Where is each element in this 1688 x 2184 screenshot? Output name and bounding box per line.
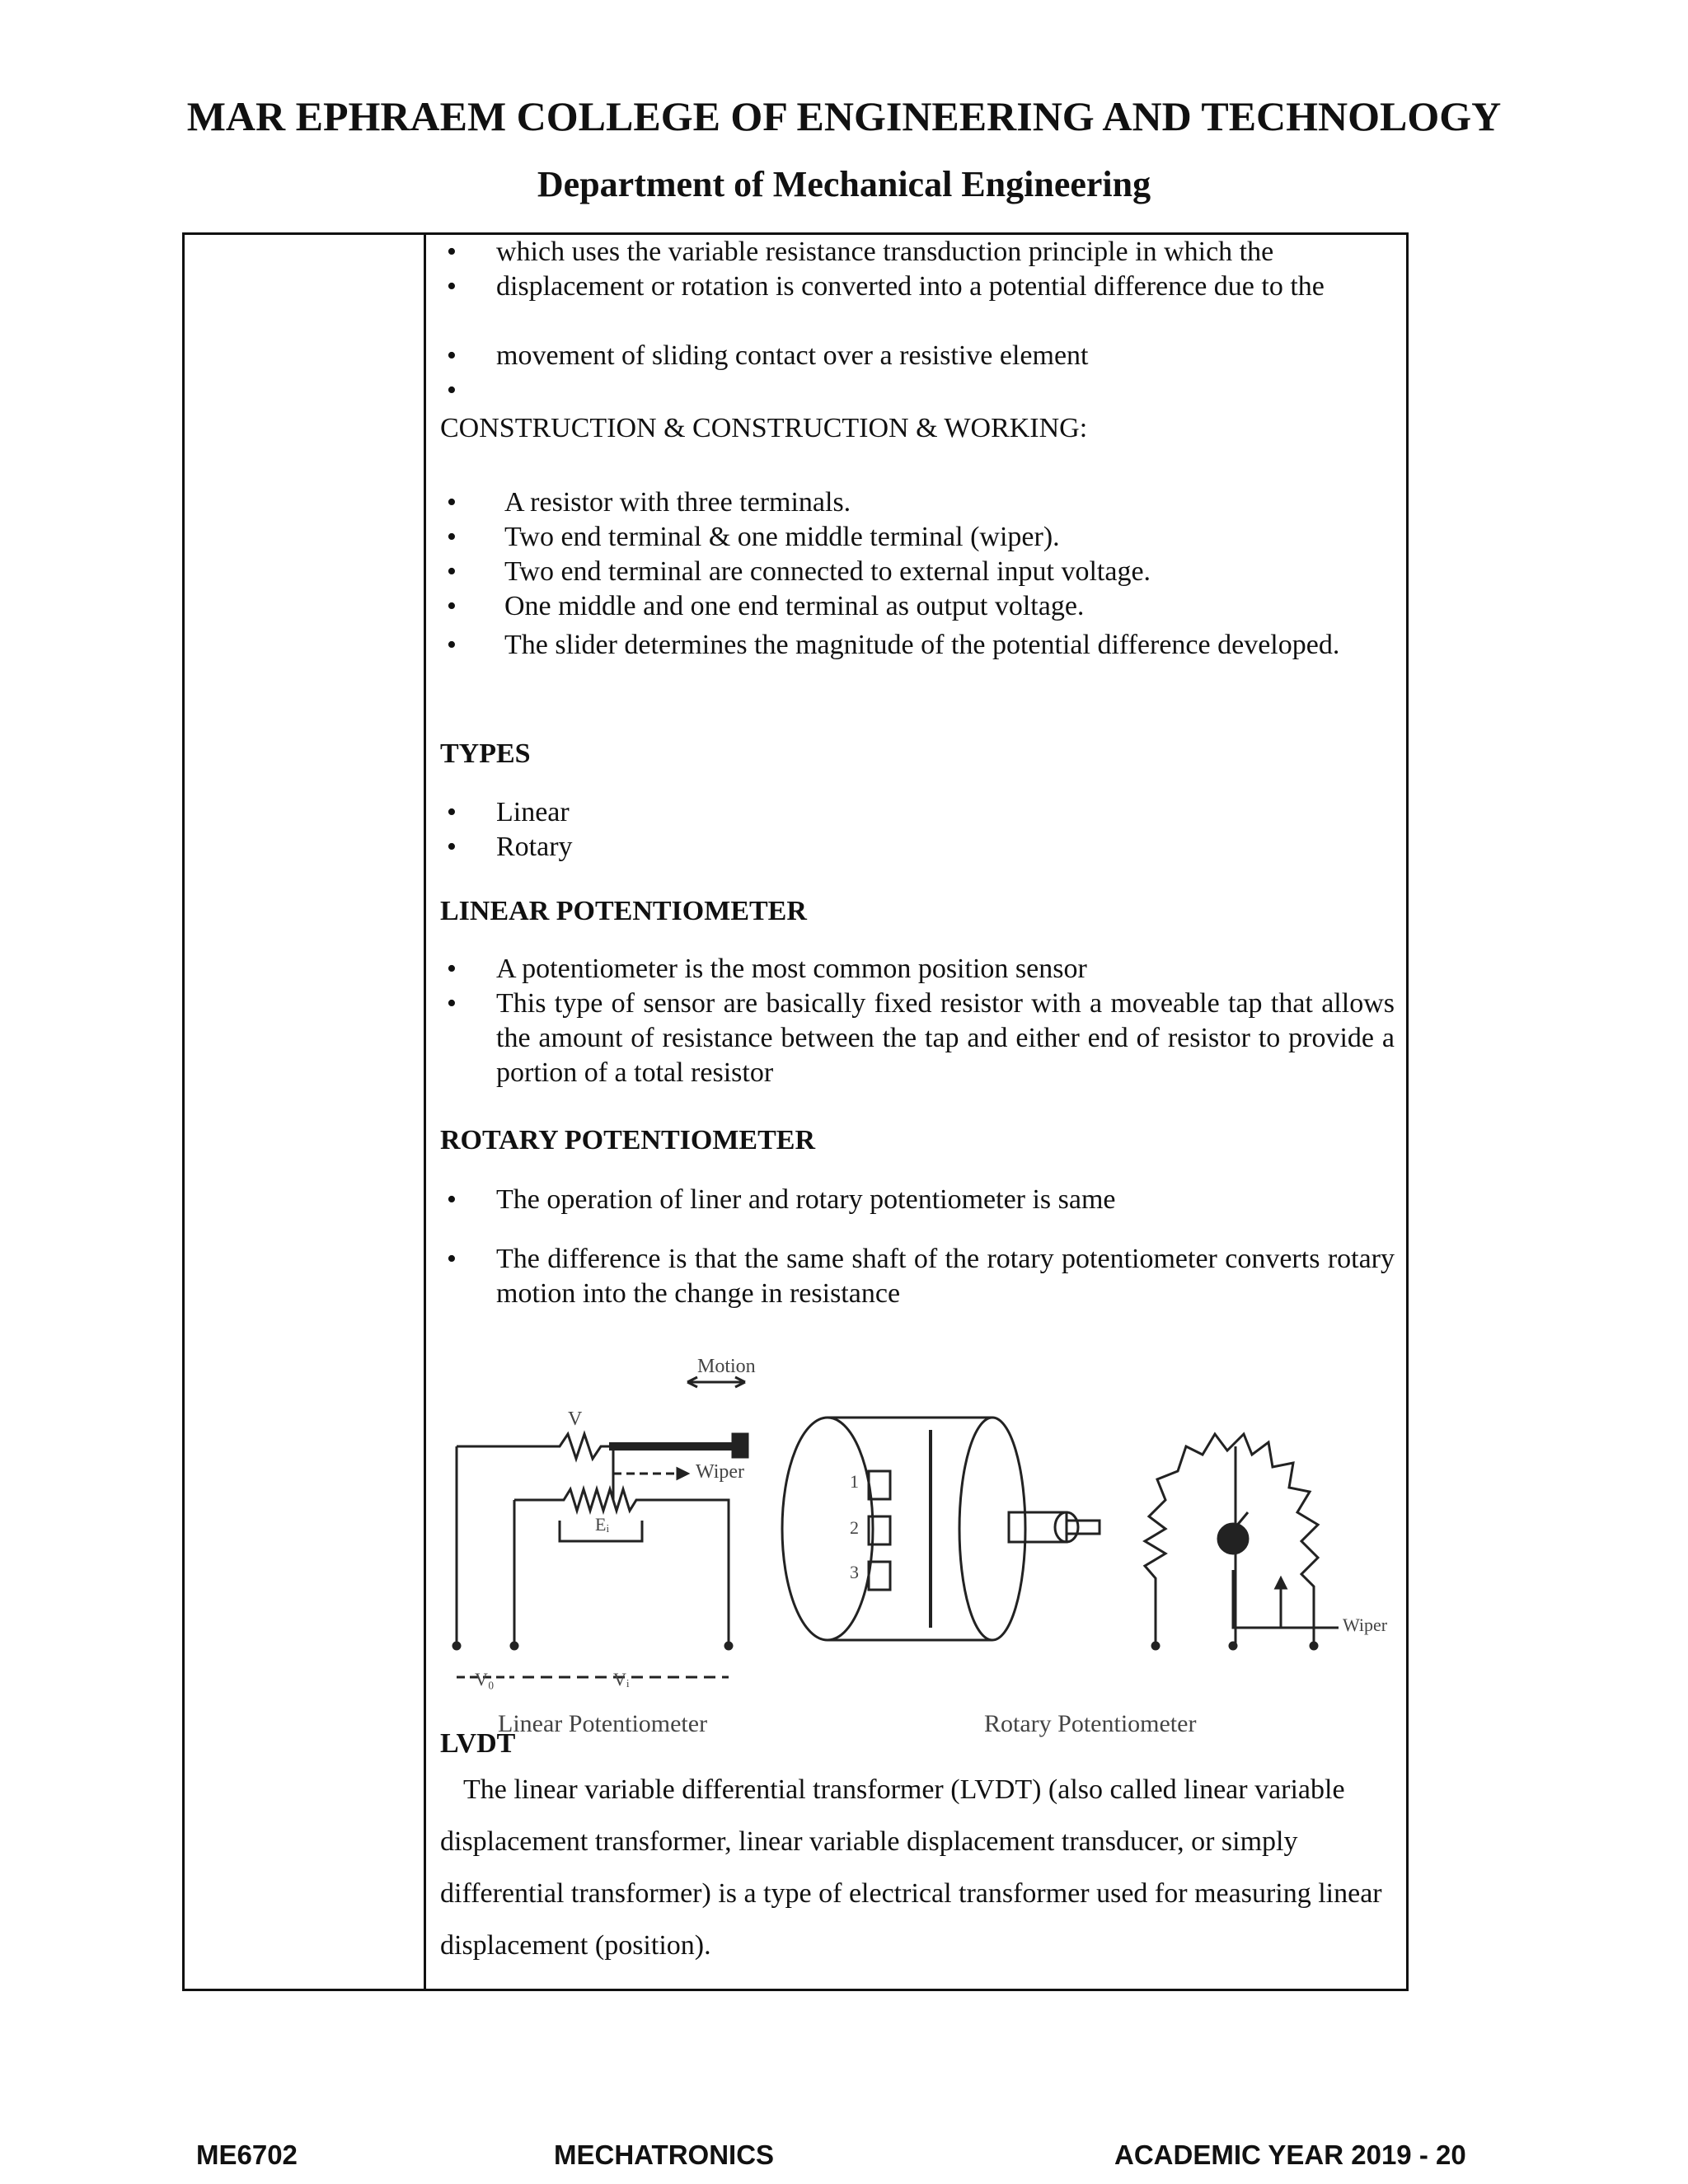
content-table — [182, 232, 1409, 1991]
rotary-bullet: • The operation of liner and rotary potentiometer is same — [496, 1183, 1395, 1217]
construction-bullet: • A resistor with three terminals. — [504, 485, 1396, 520]
construction-bullet: • The slider determines the magnitude of the potential difference developed. — [504, 624, 1396, 667]
linear-heading: LINEAR POTENTIOMETER — [440, 896, 807, 926]
vo-label: V₀ — [475, 1669, 495, 1690]
college-title: MAR EPHRAEM COLLEGE OF ENGINEERING AND TECHNOLOGY — [186, 93, 1502, 139]
wiper-label-right: Wiper — [1343, 1615, 1388, 1635]
intro-bullet: • displacement or rotation is converted into a potential difference due to the — [496, 269, 1329, 304]
department-title: Department of Mechanical Engineering — [537, 164, 1151, 204]
lvdt-heading: LVDT — [440, 1728, 516, 1759]
construction-bullet: • Two end terminal are connected to external input voltage. — [504, 555, 1396, 589]
footer-subject: MECHATRONICS — [554, 2139, 775, 2170]
terminal-2-label: 2 — [850, 1517, 859, 1538]
rotary-heading: ROTARY POTENTIOMETER — [440, 1125, 816, 1155]
rotary-bullet: • The difference is that the same shaft of the rotary potentiometer converts rotary motion into the change in resistance — [496, 1242, 1395, 1311]
types-bullet: • Linear — [496, 795, 1395, 830]
terminal-1-label: 1 — [850, 1471, 859, 1492]
construction-heading: CONSTRUCTION & CONSTRUCTION & WORKING: — [440, 413, 1088, 443]
vi-label: Vᵢ — [613, 1669, 630, 1690]
intro-bullet: • movement of sliding contact over a resistive element — [496, 339, 1395, 373]
terminal-3-label: 3 — [850, 1562, 859, 1582]
intro-bullet: • which uses the variable resistance transduction principle in which the — [496, 235, 1395, 269]
intro-bullet — [496, 373, 1395, 408]
construction-bullet: • One middle and one end terminal as output voltage. — [504, 589, 1396, 624]
rotary-potentiometer-diagram — [782, 1418, 1100, 1640]
ei-label: Eᵢ — [595, 1514, 610, 1535]
lvdt-paragraph — [440, 1764, 1396, 1971]
v-label: V — [568, 1408, 583, 1430]
footer-academic-year: ACADEMIC YEAR 2019 - 20 — [1114, 2139, 1466, 2170]
types-bullet: • Rotary — [496, 830, 1395, 865]
lvdt-paragraph-text: The linear variable differential transformer (LVDT) (also called linear variable displacement transformer, linear variable displacement transducer, or simply differential transformer) is a type of electrical transformer used for measuring linear displacement (position). — [440, 1774, 1382, 1961]
types-heading: TYPES — [440, 738, 531, 769]
footer-course-code: ME6702 — [196, 2139, 298, 2170]
linear-bullet: • A potentiometer is the most common position sensor — [496, 952, 1395, 987]
rotary-schematic — [1145, 1434, 1339, 1649]
rotary-caption: Rotary Potentiometer — [984, 1710, 1197, 1737]
linear-bullet: • This type of sensor are basically fixed resistor with a moveable tap that allows the amount of resistance between the tap and either end of resistor to provide a portion of a total resistor — [496, 987, 1395, 1090]
wiper-label: Wiper — [696, 1461, 745, 1483]
column-divider — [424, 235, 426, 1989]
motion-label: Motion — [697, 1356, 756, 1377]
linear-caption: Linear Potentiometer — [498, 1710, 708, 1737]
construction-bullet: • Two end terminal & one middle terminal (wiper). — [504, 520, 1396, 555]
